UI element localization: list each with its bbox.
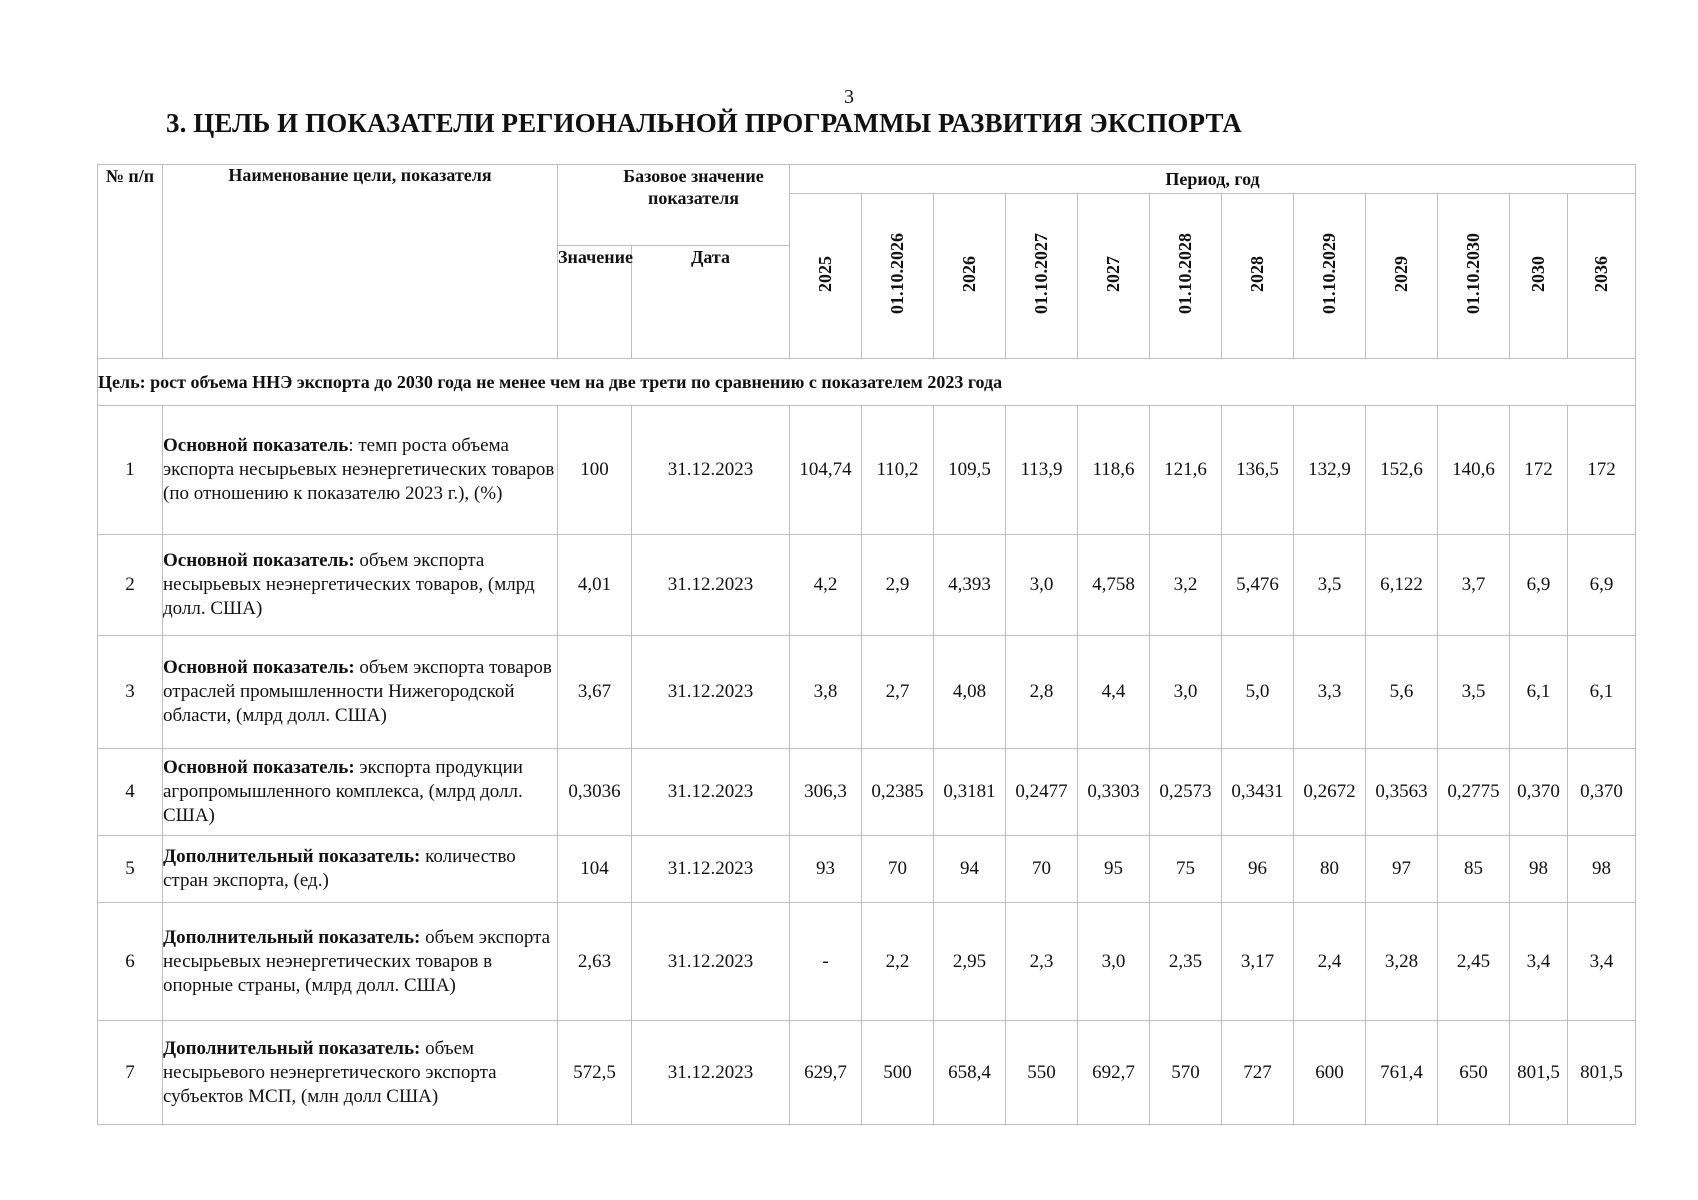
header-period-1 xyxy=(862,194,934,359)
header-period-4 xyxy=(1078,194,1150,359)
period-value: 3,2 xyxy=(1150,535,1222,636)
indicator-text: экспорта продукции агропромышленного комплекса, (млрд долл. США) xyxy=(163,757,523,826)
period-value: 6,1 xyxy=(1568,636,1636,749)
indicator-name xyxy=(163,836,558,903)
period-value: 2,35 xyxy=(1150,903,1222,1021)
header-date: Дата xyxy=(632,246,790,359)
period-value: 98 xyxy=(1510,836,1568,903)
period-value: 650 xyxy=(1438,1021,1510,1125)
period-value: 4,393 xyxy=(934,535,1006,636)
period-value: 3,0 xyxy=(1006,535,1078,636)
period-value: 118,6 xyxy=(1078,406,1150,535)
table-row xyxy=(98,903,1636,1021)
period-value: 85 xyxy=(1438,836,1510,903)
header-period-2 xyxy=(934,194,1006,359)
period-value: 4,08 xyxy=(934,636,1006,749)
indicator-name xyxy=(163,1021,558,1125)
indicator-label: Основной показатель xyxy=(163,435,349,456)
header-period-3 xyxy=(1006,194,1078,359)
period-value: 3,4 xyxy=(1568,903,1636,1021)
indicator-name xyxy=(163,406,558,535)
base-date: 31.12.2023 xyxy=(632,836,790,903)
period-value: 306,3 xyxy=(790,749,862,836)
period-value: 95 xyxy=(1078,836,1150,903)
period-value: 0,370 xyxy=(1568,749,1636,836)
indicator-name xyxy=(163,636,558,749)
period-label: 2028 xyxy=(1247,255,1268,292)
indicator-label: Дополнительный показатель: xyxy=(163,846,421,867)
period-value: 0,2385 xyxy=(862,749,934,836)
table-row xyxy=(98,749,1636,836)
period-value: 500 xyxy=(862,1021,934,1125)
base-value: 572,5 xyxy=(558,1021,632,1125)
row-number: 7 xyxy=(98,1021,163,1125)
row-number: 2 xyxy=(98,535,163,636)
header-num: № п/п xyxy=(98,165,163,359)
period-value: 801,5 xyxy=(1568,1021,1636,1125)
indicator-label: Дополнительный показатель: xyxy=(163,926,421,948)
period-value: 3,7 xyxy=(1438,535,1510,636)
period-value: 692,7 xyxy=(1078,1021,1150,1125)
base-value: 4,01 xyxy=(558,535,632,636)
row-number: 4 xyxy=(98,749,163,836)
indicator-name xyxy=(163,903,558,1021)
header-period: Период, год xyxy=(790,165,1636,194)
period-value: 0,2573 xyxy=(1150,749,1222,836)
base-date: 31.12.2023 xyxy=(632,1021,790,1125)
period-value: 70 xyxy=(1006,836,1078,903)
period-value: 0,3181 xyxy=(934,749,1006,836)
row-number: 6 xyxy=(98,903,163,1021)
period-value: 172 xyxy=(1568,406,1636,535)
header-period-9 xyxy=(1438,194,1510,359)
period-value: 2,2 xyxy=(862,903,934,1021)
table-row xyxy=(98,535,1636,636)
section-title: 3. ЦЕЛЬ И ПОКАЗАТЕЛИ РЕГИОНАЛЬНОЙ ПРОГРАММЫ РАЗВИТИЯ ЭКСПОРТА xyxy=(166,108,1242,138)
period-value: 93 xyxy=(790,836,862,903)
period-value: 3,17 xyxy=(1222,903,1294,1021)
period-value: 136,5 xyxy=(1222,406,1294,535)
period-label: 01.10.2027 xyxy=(1031,233,1052,314)
indicator-text: объем экспорта несырьевых неэнергетических товаров в опорные страны, (млрд долл. США) xyxy=(163,926,551,996)
period-value: 3,5 xyxy=(1438,636,1510,749)
base-value: 3,67 xyxy=(558,636,632,749)
period-value: 629,7 xyxy=(790,1021,862,1125)
period-label: 2030 xyxy=(1528,255,1549,292)
period-value: 5,6 xyxy=(1366,636,1438,749)
base-date: 31.12.2023 xyxy=(632,749,790,836)
period-label: 2036 xyxy=(1591,255,1612,292)
period-value: 97 xyxy=(1366,836,1438,903)
base-date: 31.12.2023 xyxy=(632,903,790,1021)
period-value: 3,3 xyxy=(1294,636,1366,749)
header-period-8 xyxy=(1366,194,1438,359)
period-value: 121,6 xyxy=(1150,406,1222,535)
period-label: 01.10.2029 xyxy=(1319,233,1340,314)
period-value: 2,45 xyxy=(1438,903,1510,1021)
period-value: 727 xyxy=(1222,1021,1294,1125)
period-value: 550 xyxy=(1006,1021,1078,1125)
period-value: 0,2477 xyxy=(1006,749,1078,836)
period-value: 801,5 xyxy=(1510,1021,1568,1125)
period-value: 3,28 xyxy=(1366,903,1438,1021)
period-label: 01.10.2030 xyxy=(1463,233,1484,314)
indicator-name xyxy=(163,749,558,836)
period-value: 152,6 xyxy=(1366,406,1438,535)
period-value: 658,4 xyxy=(934,1021,1006,1125)
period-label: 2027 xyxy=(1103,255,1124,292)
period-value: 109,5 xyxy=(934,406,1006,535)
period-value: 94 xyxy=(934,836,1006,903)
indicator-label: Основной показатель: xyxy=(163,550,355,571)
period-value: 3,4 xyxy=(1510,903,1568,1021)
header-base-text: Базовое значение показателя xyxy=(623,166,764,208)
header-period-5 xyxy=(1150,194,1222,359)
header-period-6 xyxy=(1222,194,1294,359)
indicator-text: : темп роста объема экспорта несырьевых неэнергетических товаров (по отношению к показателю 2023 г.), (%) xyxy=(163,435,555,504)
period-value: 4,2 xyxy=(790,535,862,636)
period-value: 0,3563 xyxy=(1366,749,1438,836)
base-value: 100 xyxy=(558,406,632,535)
period-value: 80 xyxy=(1294,836,1366,903)
indicator-label: Дополнительный показатель: xyxy=(163,1037,421,1059)
page-number: 3 xyxy=(844,86,854,108)
period-value: - xyxy=(790,903,862,1021)
period-value: 6,122 xyxy=(1366,535,1438,636)
period-value: 110,2 xyxy=(862,406,934,535)
row-number: 1 xyxy=(98,406,163,535)
period-value: 140,6 xyxy=(1438,406,1510,535)
period-value: 96 xyxy=(1222,836,1294,903)
period-value: 104,74 xyxy=(790,406,862,535)
indicator-text: объем несырьевого неэнергетического экспорта субъектов МСП, (млн долл США) xyxy=(163,1037,497,1107)
period-value: 3,0 xyxy=(1078,903,1150,1021)
period-label: 2026 xyxy=(959,255,980,292)
header-base xyxy=(558,165,790,246)
indicator-text: объем экспорта товаров отраслей промышленности Нижегородской области, (млрд долл. США) xyxy=(163,657,552,726)
period-value: 6,9 xyxy=(1510,535,1568,636)
period-label: 2025 xyxy=(815,255,836,292)
period-value: 600 xyxy=(1294,1021,1366,1125)
row-number: 5 xyxy=(98,836,163,903)
period-label: 01.10.2026 xyxy=(887,233,908,314)
period-value: 2,95 xyxy=(934,903,1006,1021)
period-value: 0,2672 xyxy=(1294,749,1366,836)
table-row xyxy=(98,406,1636,535)
period-value: 0,2775 xyxy=(1438,749,1510,836)
period-value: 75 xyxy=(1150,836,1222,903)
period-value: 113,9 xyxy=(1006,406,1078,535)
period-value: 70 xyxy=(862,836,934,903)
header-period-11 xyxy=(1568,194,1636,359)
indicator-text: количество стран экспорта, (ед.) xyxy=(163,846,516,891)
indicator-label: Основной показатель: xyxy=(163,657,355,678)
period-value: 98 xyxy=(1568,836,1636,903)
base-date: 31.12.2023 xyxy=(632,535,790,636)
base-date: 31.12.2023 xyxy=(632,406,790,535)
indicator-label: Основной показатель: xyxy=(163,757,355,778)
indicator-name xyxy=(163,535,558,636)
table-row xyxy=(98,836,1636,903)
period-value: 5,476 xyxy=(1222,535,1294,636)
base-date: 31.12.2023 xyxy=(632,636,790,749)
period-value: 6,9 xyxy=(1568,535,1636,636)
period-value: 0,370 xyxy=(1510,749,1568,836)
period-value: 2,9 xyxy=(862,535,934,636)
period-value: 0,3303 xyxy=(1078,749,1150,836)
period-value: 3,5 xyxy=(1294,535,1366,636)
row-number: 3 xyxy=(98,636,163,749)
period-value: 2,3 xyxy=(1006,903,1078,1021)
period-value: 6,1 xyxy=(1510,636,1568,749)
period-value: 761,4 xyxy=(1366,1021,1438,1125)
period-value: 172 xyxy=(1510,406,1568,535)
period-value: 2,4 xyxy=(1294,903,1366,1021)
base-value: 104 xyxy=(558,836,632,903)
period-value: 5,0 xyxy=(1222,636,1294,749)
period-label: 01.10.2028 xyxy=(1175,233,1196,314)
period-value: 4,758 xyxy=(1078,535,1150,636)
period-label: 2029 xyxy=(1391,255,1412,292)
header-period-0 xyxy=(790,194,862,359)
base-value: 2,63 xyxy=(558,903,632,1021)
period-value: 132,9 xyxy=(1294,406,1366,535)
indicators-table xyxy=(97,164,1636,1125)
table-row xyxy=(98,1021,1636,1125)
header-period-10 xyxy=(1510,194,1568,359)
table-row xyxy=(98,636,1636,749)
goal-text: Цель: рост объема ННЭ экспорта до 2030 года не менее чем на две трети по сравнению с показателем 2023 года xyxy=(98,359,1636,406)
period-value: 0,3431 xyxy=(1222,749,1294,836)
header-name: Наименование цели, показателя xyxy=(163,165,558,359)
indicator-text: объем экспорта несырьевых неэнергетических товаров, (млрд долл. США) xyxy=(163,550,535,619)
period-value: 3,8 xyxy=(790,636,862,749)
period-value: 2,7 xyxy=(862,636,934,749)
base-value: 0,3036 xyxy=(558,749,632,836)
header-value: Значение xyxy=(558,246,632,359)
period-value: 2,8 xyxy=(1006,636,1078,749)
header-period-7 xyxy=(1294,194,1366,359)
period-value: 3,0 xyxy=(1150,636,1222,749)
period-value: 570 xyxy=(1150,1021,1222,1125)
period-value: 4,4 xyxy=(1078,636,1150,749)
